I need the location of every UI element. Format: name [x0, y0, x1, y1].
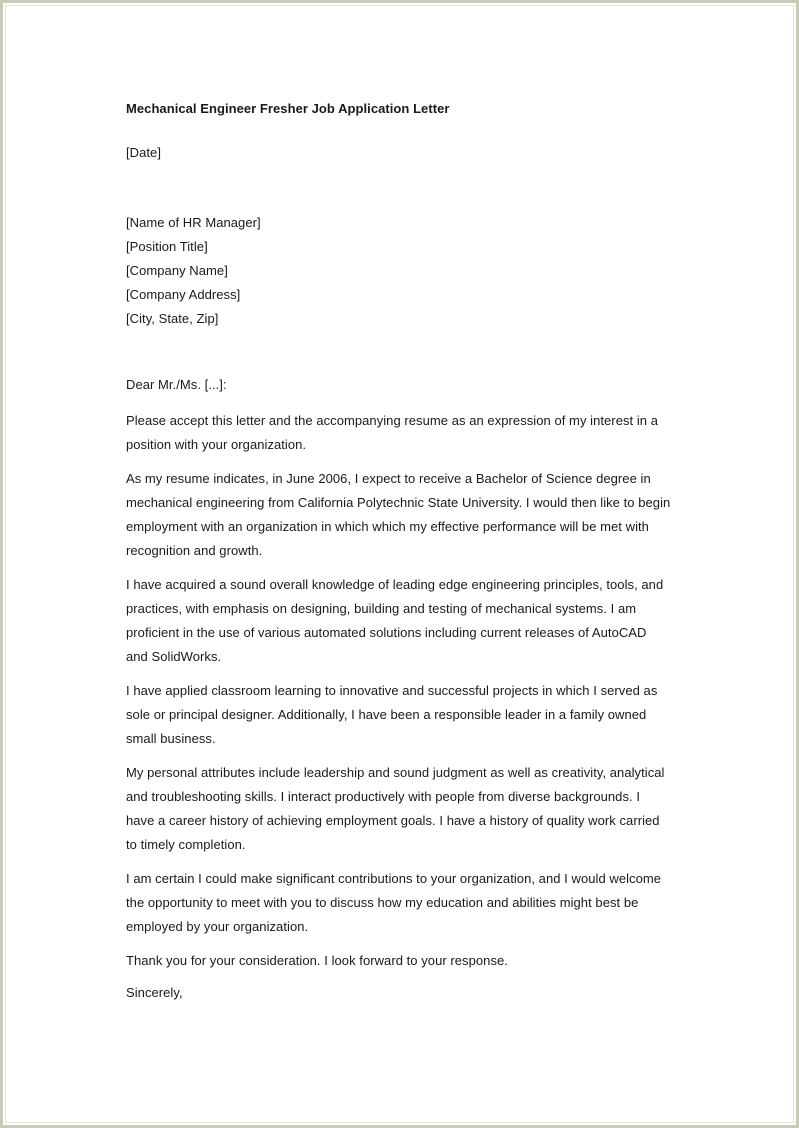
letter-page — [126, 99, 686, 1000]
date-line: [Date] — [126, 145, 161, 160]
paragraph-interest: Please accept this letter and the accompanying resume as an expression of my interest in a position with your organization. — [126, 413, 659, 452]
letter-body — [126, 409, 671, 1003]
recipient-name: [Name of HR Manager] — [126, 215, 261, 230]
recipient-address-block — [126, 211, 261, 331]
paragraph-skills: I have acquired a sound overall knowledge of leading edge engineering principles, tools, and practices, with emphasis on designing, building and testing of mechanical systems. I am proficient in the use of various automated solutions including current releases of AutoCAD and SolidWorks. — [126, 577, 664, 664]
closing: Sincerely, — [126, 985, 183, 1000]
paragraph-attributes: My personal attributes include leadership and sound judgment as well as creativity, analytical and troubleshooting skills. I interact productively with people from diverse backgrounds. I have a career history of achieving employment goals. I have a history of quality work carried to timely completion. — [126, 765, 665, 852]
salutation: Dear Mr./Ms. [...]: — [126, 377, 227, 392]
paragraph-education: As my resume indicates, in June 2006, I expect to receive a Bachelor of Science degree in mechanical engineering from California Polytechnic State University. I would then like to begin employment with an organization in which which my effective performance will be met with recognition and growth. — [126, 471, 671, 558]
paragraph-contribution: I am certain I could make significant contributions to your organization, and I would welcome the opportunity to meet with you to discuss how my education and abilities might best be employed by your organization. — [126, 871, 662, 934]
recipient-city-state-zip: [City, State, Zip] — [126, 311, 219, 326]
recipient-position: [Position Title] — [126, 239, 208, 254]
recipient-company: [Company Name] — [126, 263, 228, 278]
recipient-company-address: [Company Address] — [126, 287, 241, 302]
paragraph-projects: I have applied classroom learning to innovative and successful projects in which I served as sole or principal designer. Additionally, I have been a responsible leader in a family owned small business. — [126, 683, 658, 746]
letter-title: Mechanical Engineer Fresher Job Application Letter — [126, 101, 450, 116]
paragraph-thanks: Thank you for your consideration. I look forward to your response. — [126, 953, 508, 968]
